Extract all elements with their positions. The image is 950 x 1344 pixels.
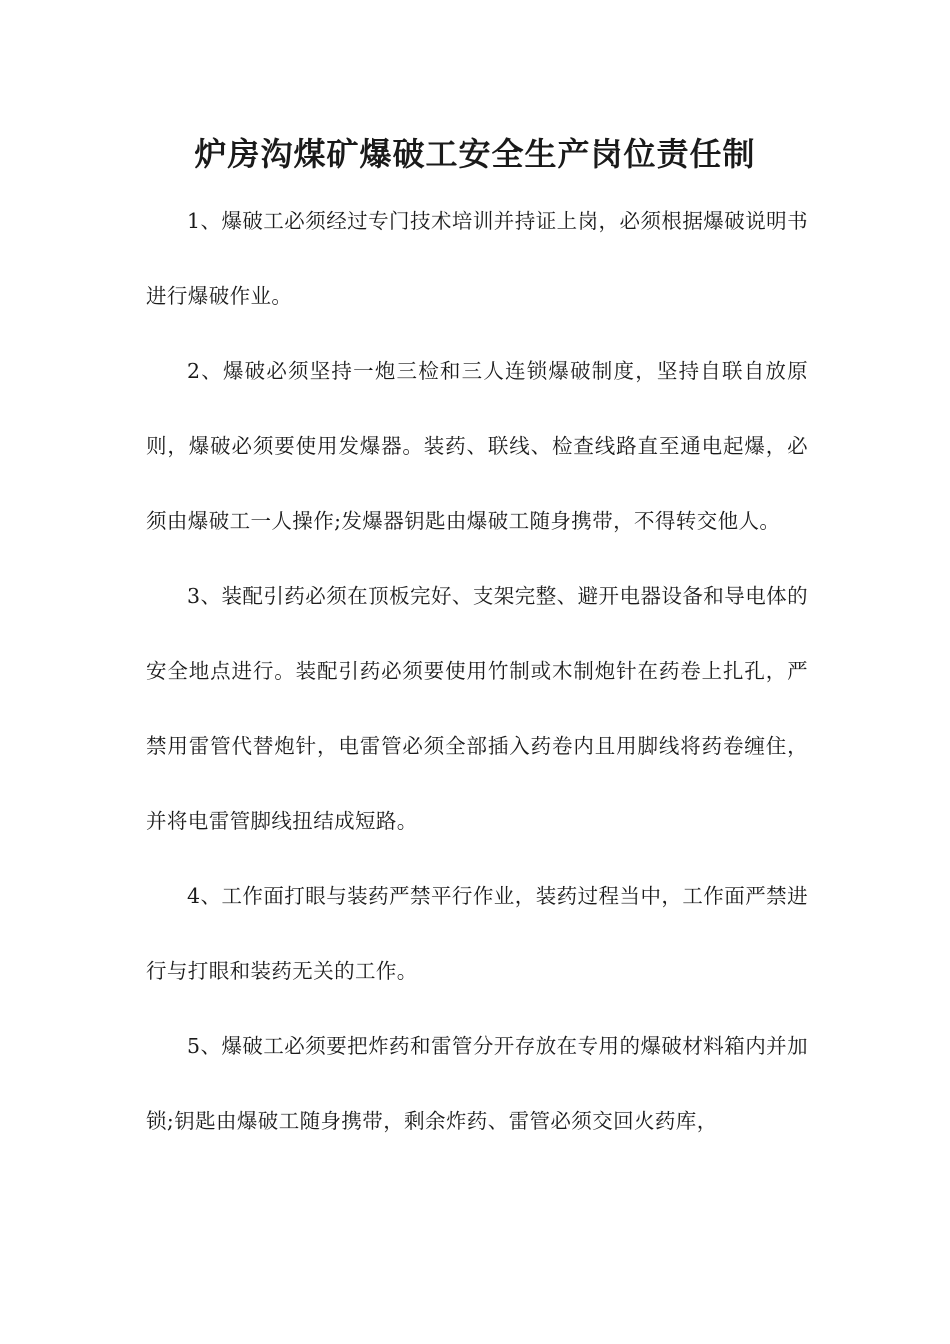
document-body xyxy=(146,184,808,1159)
paragraph-4: 4、工作面打眼与装药严禁平行作业，装药过程当中，工作面严禁进行与打眼和装药无关的工作。 xyxy=(146,884,808,983)
paragraph-1: 1、爆破工必须经过专门技术培训并持证上岗，必须根据爆破说明书进行爆破作业。 xyxy=(146,209,808,308)
paragraph-2: 2、爆破必须坚持一炮三检和三人连锁爆破制度，坚持自联自放原则，爆破必须要使用发爆器。装药、联线、检查线路直至通电起爆，必须由爆破工一人操作;发爆器钥匙由爆破工随身携带，不得转交他人。 xyxy=(146,359,808,533)
paragraph-3: 3、装配引药必须在顶板完好、支架完整、避开电器设备和导电体的安全地点进行。装配引药必须要使用竹制或木制炮针在药卷上扎孔，严禁用雷管代替炮针，电雷管必须全部插入药卷内且用脚线将药卷缠住，并将电雷管脚线扭结成短路。 xyxy=(146,584,808,833)
paragraph-5: 5、爆破工必须要把炸药和雷管分开存放在专用的爆破材料箱内并加锁;钥匙由爆破工随身携带，剩余炸药、雷管必须交回火药库， xyxy=(146,1034,808,1133)
document-title: 炉房沟煤矿爆破工安全生产岗位责任制 xyxy=(194,135,756,173)
